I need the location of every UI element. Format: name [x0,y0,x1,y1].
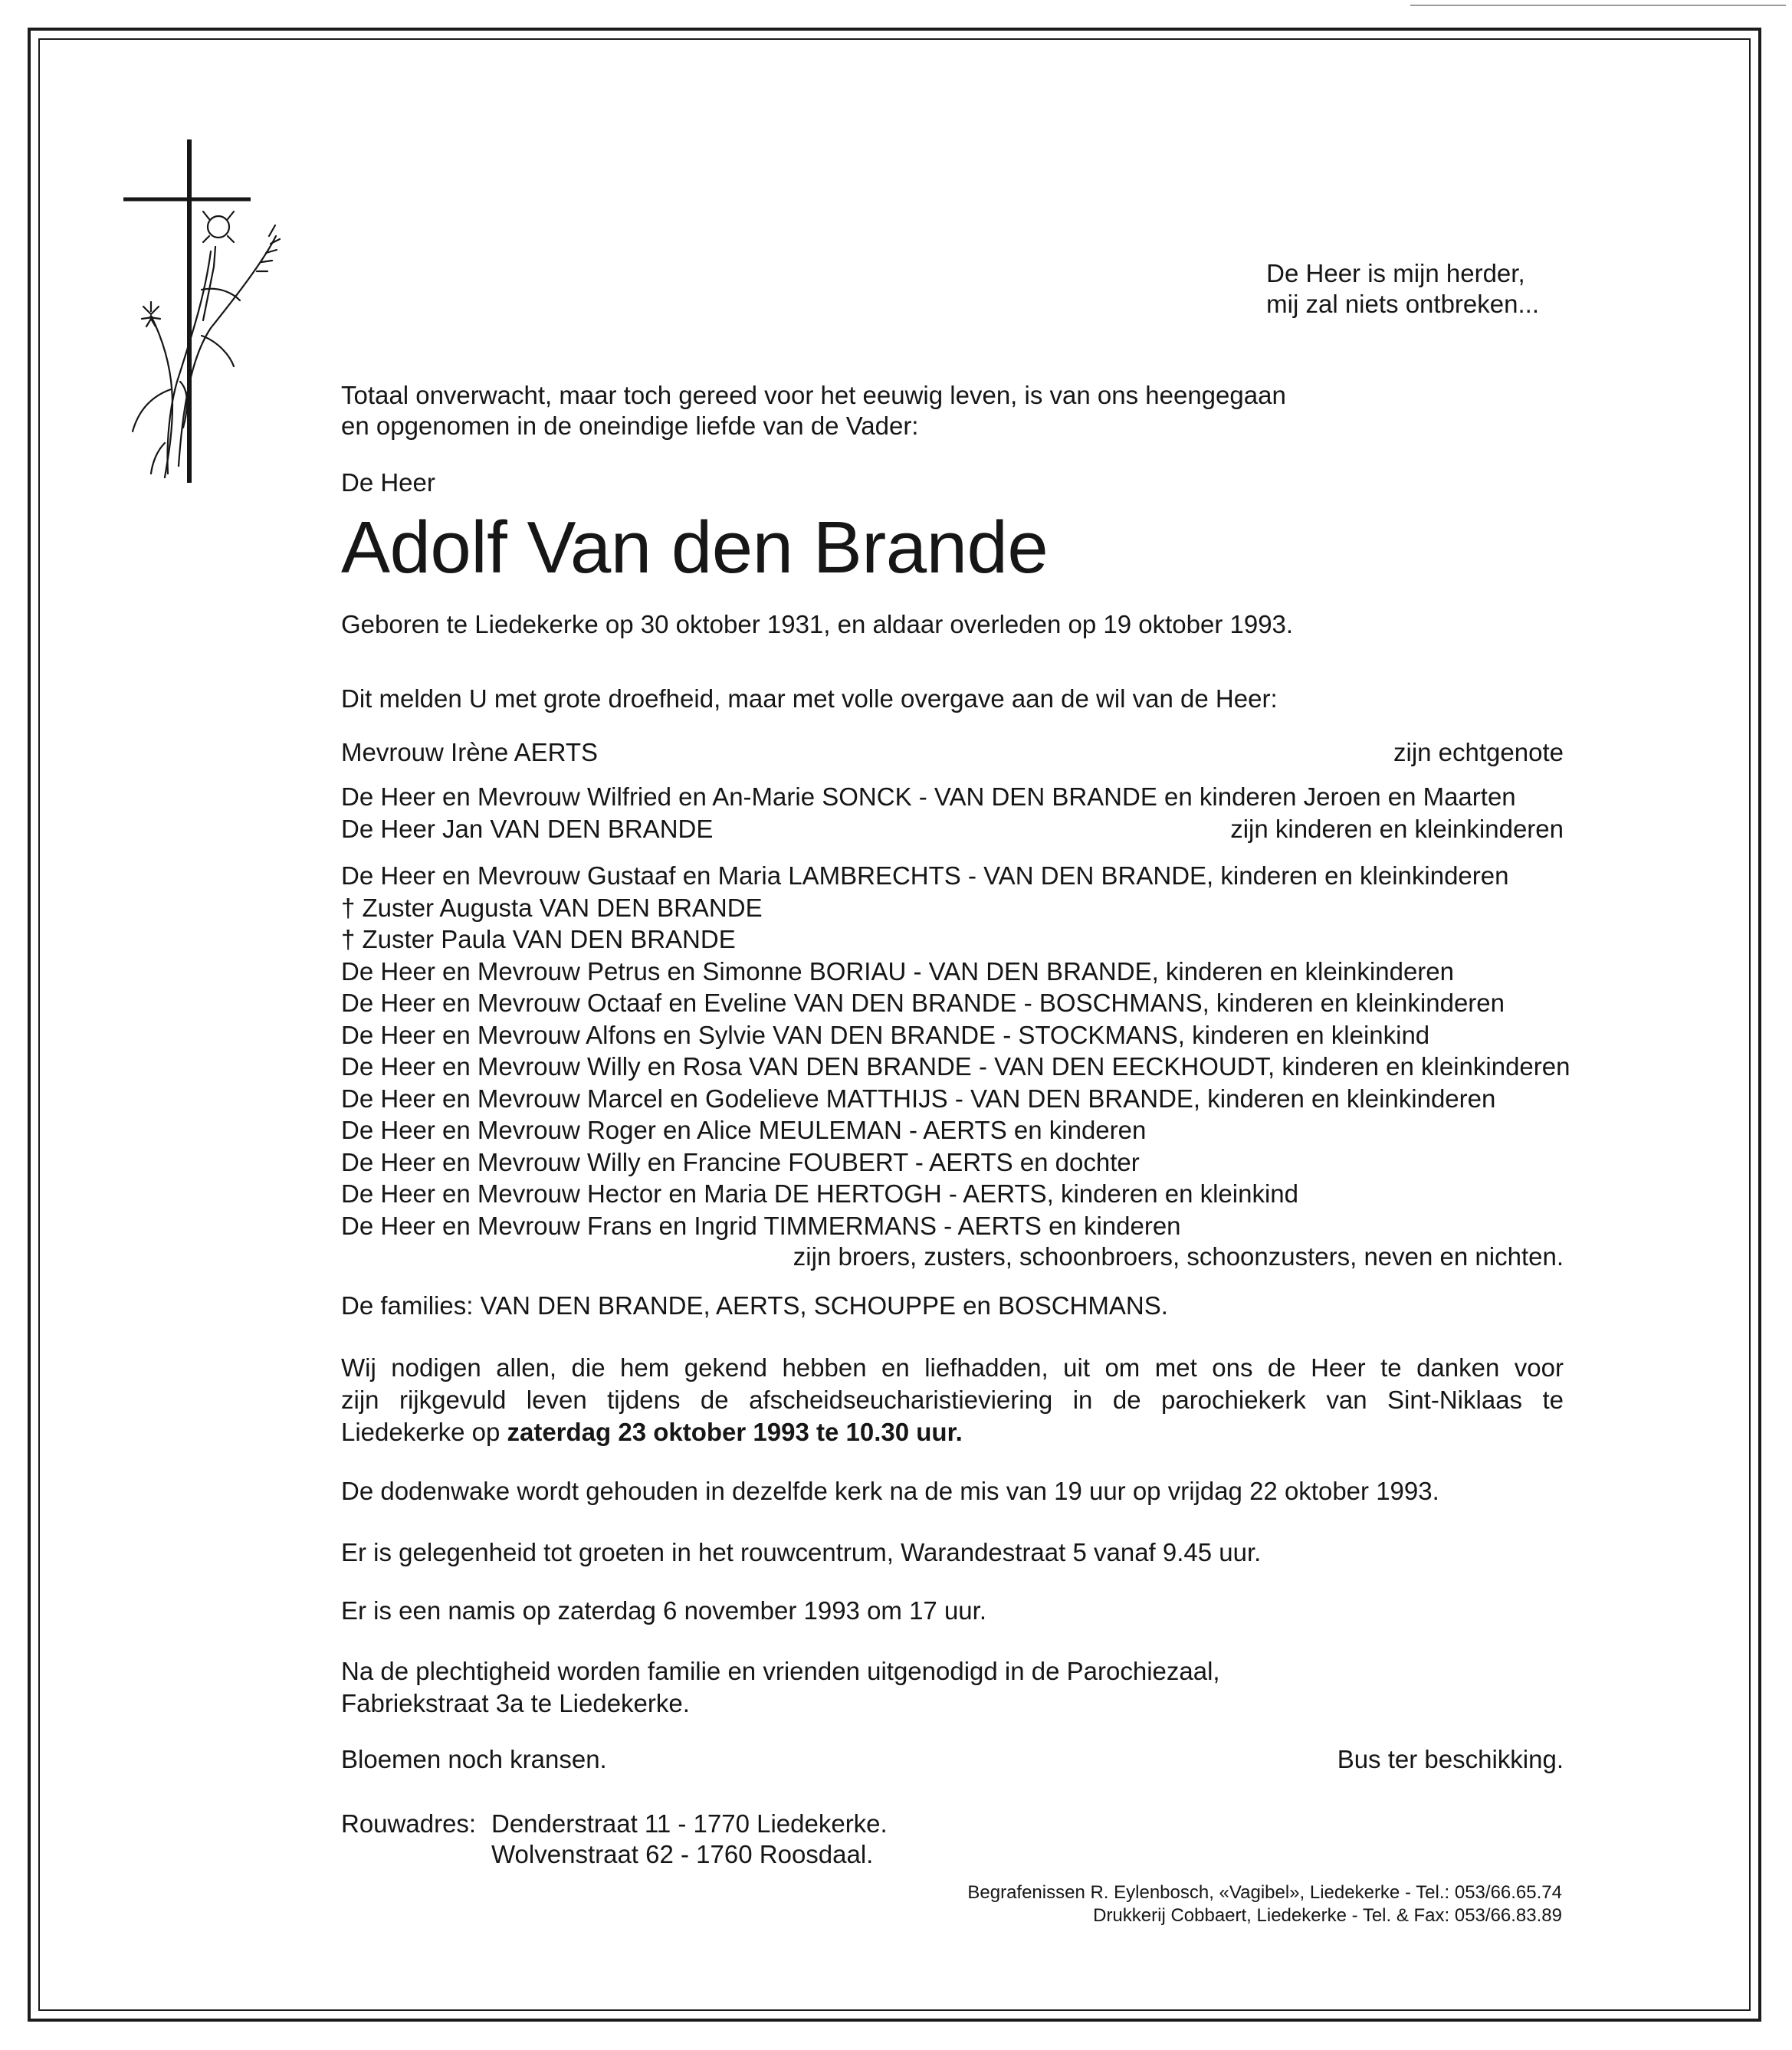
credit-line: Drukkerij Cobbaert, Liedekerke - Tel. & Fax: 053/66.83.89 [1093,1905,1562,1926]
children-line: De Heer Jan VAN DEN BRANDE [341,815,714,843]
sibling-entry: † Zuster Paula VAN DEN BRANDE [341,925,736,953]
motto-line: De Heer is mijn herder, [1266,259,1525,287]
intro-line: en opgenomen in de oneindige liefde van de Vader: [341,412,919,440]
deceased-name: Adolf Van den Brande [341,507,1049,589]
siblings-relation: zijn broers, zusters, schoonbroers, schoonzusters, neven en nichten. [793,1242,1564,1271]
spouse-relation: zijn echtgenote [1393,738,1564,766]
reception-line: Na de plechtigheid worden familie en vrienden uitgenodigd in de Parochiezaal, [341,1657,1220,1685]
credit-line: Begrafenissen R. Eylenbosch, «Vagibel», Liedekerke - Tel.: 053/66.65.74 [967,1882,1562,1903]
intro-line: Totaal onverwacht, maar toch gereed voor het eeuwig leven, is van ons heengegaan [341,381,1286,409]
sibling-entry: † Zuster Augusta VAN DEN BRANDE [341,893,763,922]
address-block [491,1809,888,1870]
address-line: Denderstraat 11 - 1770 Liedekerke. [491,1809,888,1838]
invitation-line [341,1416,1564,1448]
invitation-line: zijn rijkgevuld leven tijdens de afscheidseucharistieviering in de parochiekerk van Sint-Niklaas te [341,1386,1564,1414]
reception-paragraph [341,1655,1220,1720]
flowers-note: Bloemen noch kransen. [341,1745,607,1773]
families-line: De families: VAN DEN BRANDE, AERTS, SCHOUPPE en BOSCHMANS. [341,1291,1168,1320]
sibling-entry: De Heer en Mevrouw Roger en Alice MEULEMAN - AERTS en kinderen [341,1116,1147,1144]
cross-with-flowers-icon [119,136,303,489]
sibling-entry: De Heer en Mevrouw Hector en Maria DE HERTOGH - AERTS, kinderen en kleinkind [341,1179,1299,1208]
greeting-line: Er is gelegenheid tot groeten in het rouwcentrum, Warandestraat 5 vanaf 9.45 uur. [341,1538,1262,1566]
sibling-entry: De Heer en Mevrouw Willy en Rosa VAN DEN BRANDE - VAN DEN EECKHOUDT, kinderen en kleinkinderen [341,1052,1570,1081]
motto-line: mij zal niets ontbreken... [1266,290,1539,318]
children-relation: zijn kinderen en kleinkinderen [1230,815,1564,843]
sibling-entry: De Heer en Mevrouw Alfons en Sylvie VAN DEN BRANDE - STOCKMANS, kinderen en kleinkind [341,1020,1430,1049]
sibling-entry: De Heer en Mevrouw Gustaaf en Maria LAMBRECHTS - VAN DEN BRANDE, kinderen en kleinkinderen [341,861,1509,890]
siblings-list [341,860,1570,1241]
spouse-name: Mevrouw Irène AERTS [341,738,599,766]
salutation: De Heer [341,468,435,497]
address-label: Rouwadres: [341,1809,477,1838]
credits [967,1881,1562,1927]
sibling-entry: De Heer en Mevrouw Marcel en Godelieve MATTHIJS - VAN DEN BRANDE, kinderen en kleinkinderen [341,1084,1496,1113]
sibling-entry: De Heer en Mevrouw Petrus en Simonne BORIAU - VAN DEN BRANDE, kinderen en kleinkinderen [341,956,1454,986]
namis-line: Er is een namis op zaterdag 6 november 1993 om 17 uur. [341,1596,986,1625]
sibling-entry: De Heer en Mevrouw Willy en Francine FOUBERT - AERTS en dochter [341,1147,1140,1176]
top-edge-rule [1410,5,1786,6]
ceremony-datetime: zaterdag 23 oktober 1993 te 10.30 uur. [507,1418,963,1446]
invitation-prefix: Liedekerke op [341,1418,507,1446]
invitation-line: Wij nodigen allen, die hem gekend hebben en liefhadden, uit om met ons de Heer te danken voor [341,1353,1564,1382]
intro-paragraph [341,380,1286,441]
reception-line: Fabriekstraat 3a te Liedekerke. [341,1689,690,1717]
sibling-entry: De Heer en Mevrouw Octaaf en Eveline VAN DEN BRANDE - BOSCHMANS, kinderen en kleinkinderen [341,989,1505,1017]
announcement: Dit melden U met grote droefheid, maar met volle overgave aan de wil van de Heer: [341,684,1278,713]
children-line: De Heer en Mevrouw Wilfried en An-Marie SONCK - VAN DEN BRANDE en kinderen Jeroen en Maarten [341,782,1516,811]
mailbox-note: Bus ter beschikking. [1337,1745,1564,1773]
address-line: Wolvenstraat 62 - 1760 Roosdaal. [491,1840,874,1868]
motto [1266,258,1539,320]
birth-death-line: Geboren te Liedekerke op 30 oktober 1931, en aldaar overleden op 19 oktober 1993. [341,610,1294,638]
wake-line: De dodenwake wordt gehouden in dezelfde kerk na de mis van 19 uur op vrijdag 22 oktober 1993. [341,1477,1439,1505]
sibling-entry: De Heer en Mevrouw Frans en Ingrid TIMMERMANS - AERTS en kinderen [341,1211,1181,1240]
invitation-paragraph [341,1352,1564,1448]
